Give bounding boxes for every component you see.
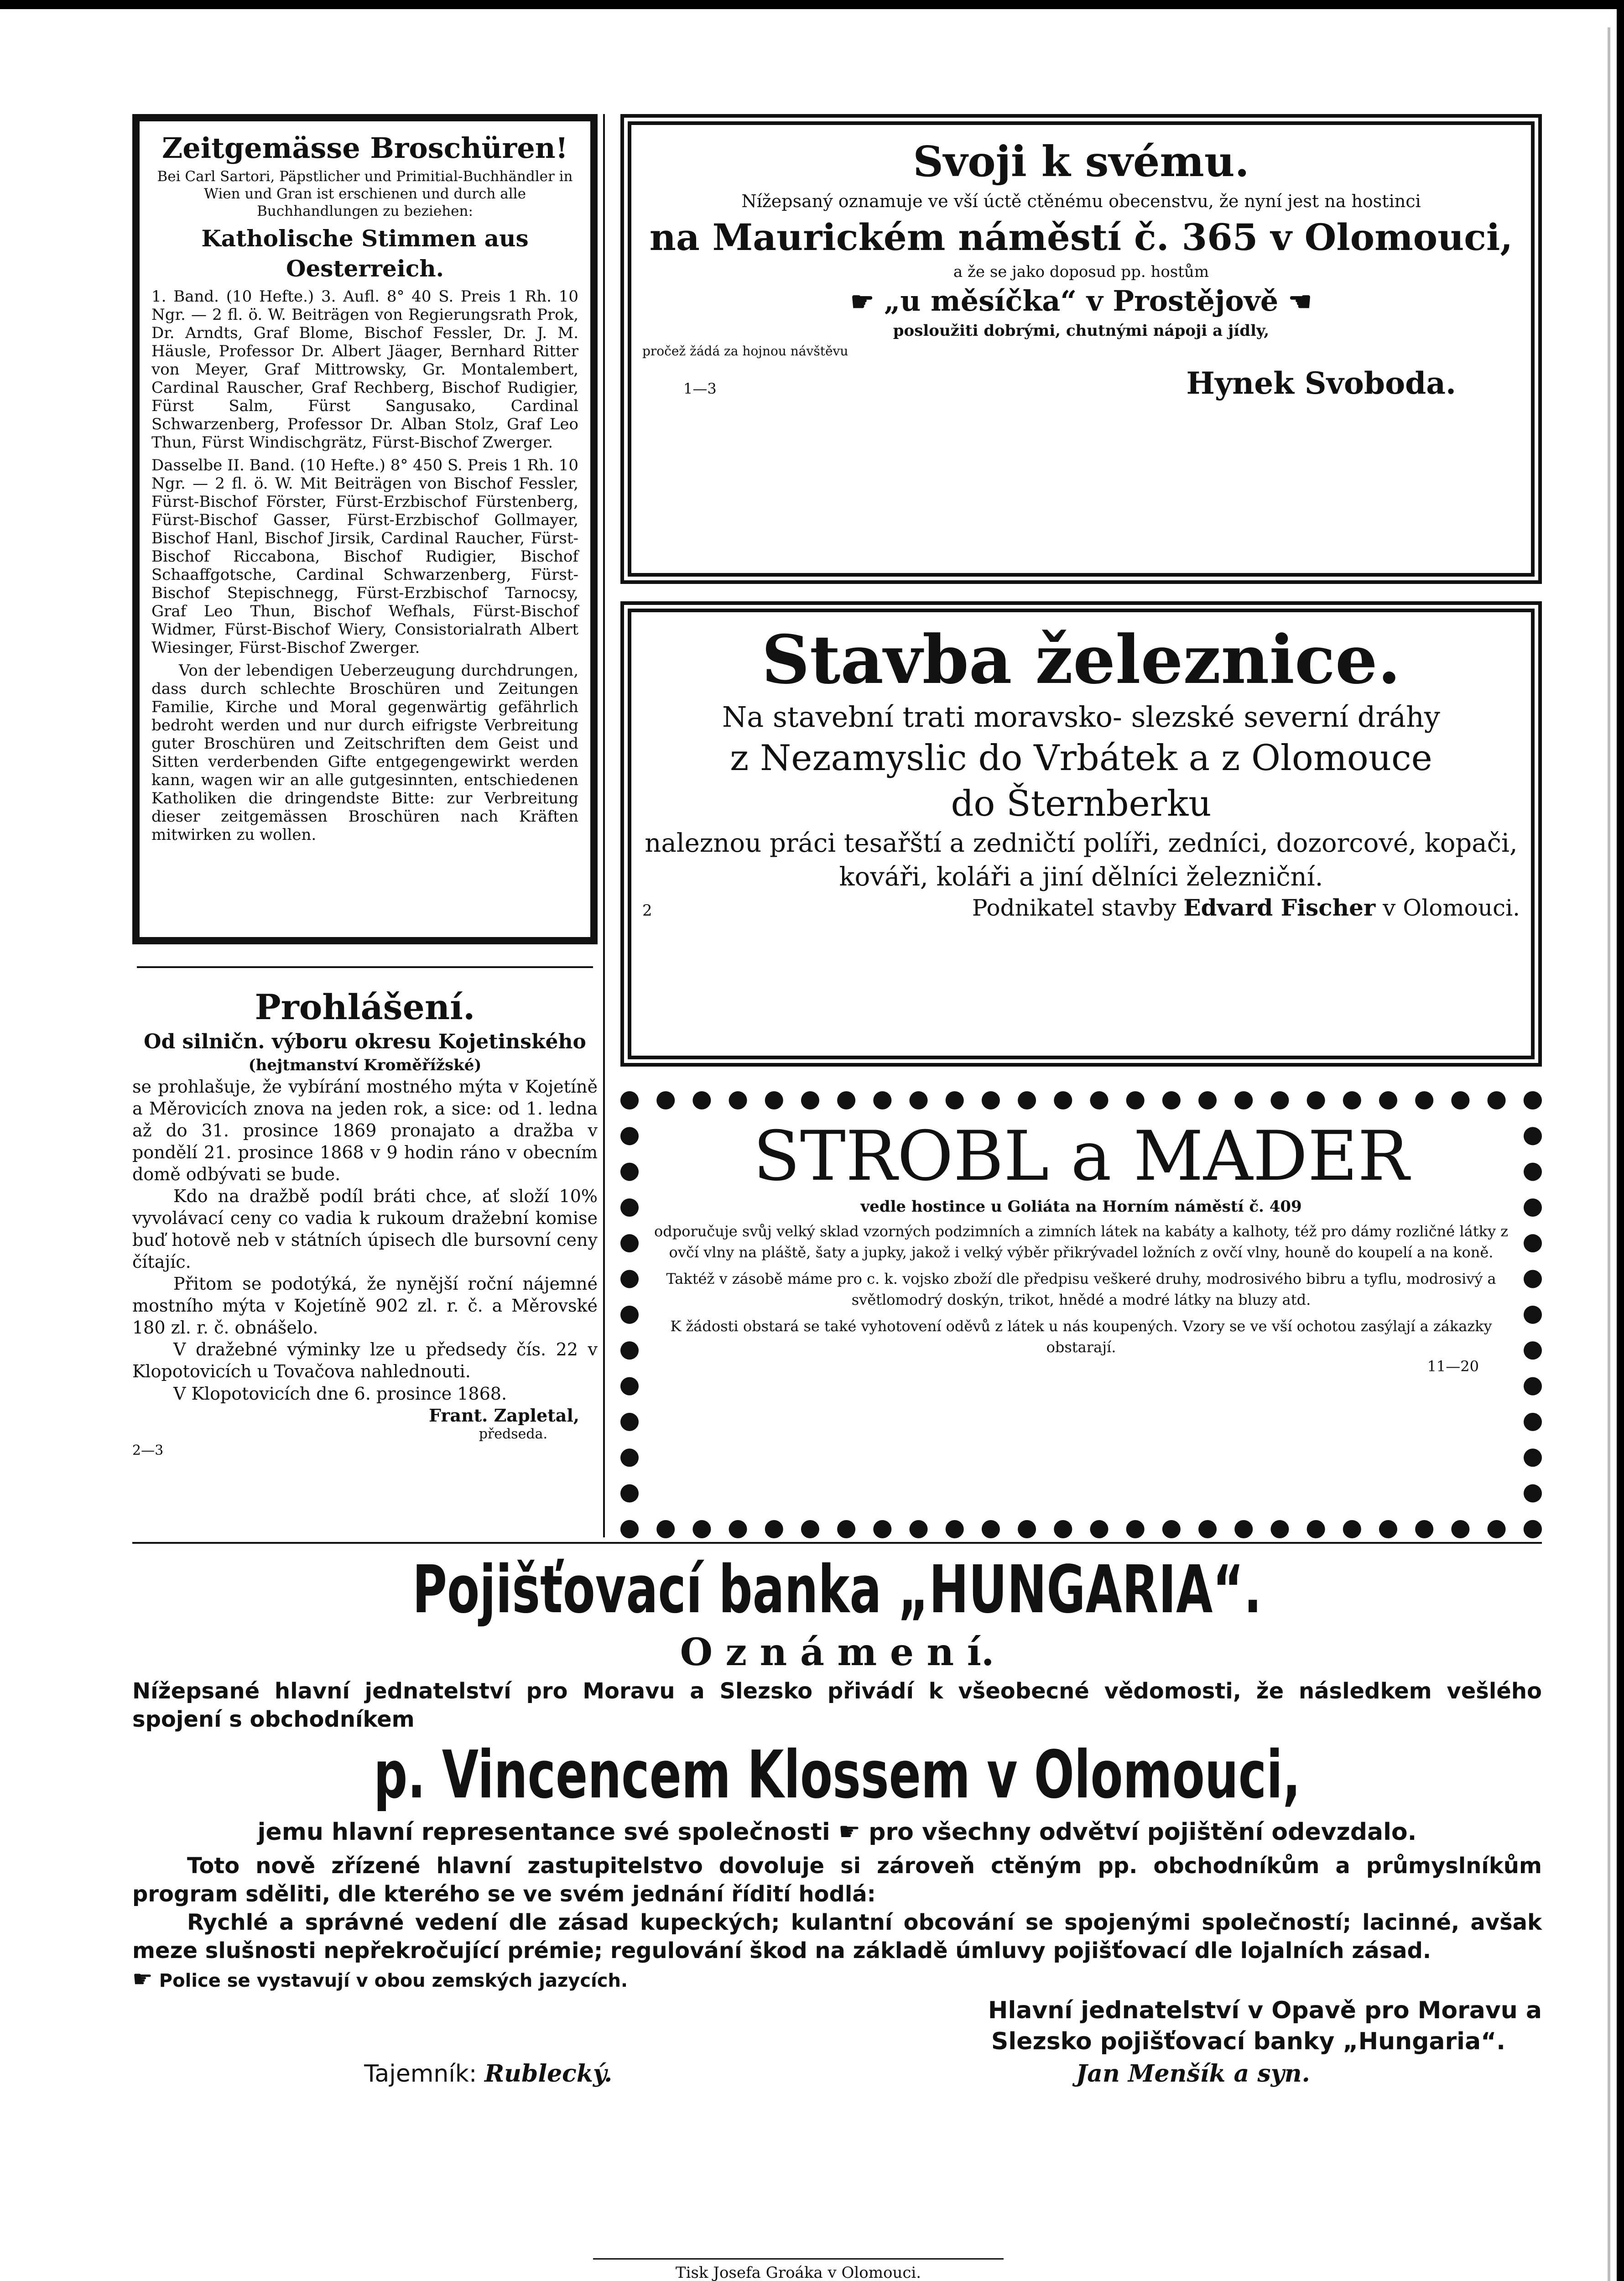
strobl-sub: vedle hostince u Goliáta na Horním náměstí č. 409 xyxy=(860,1198,1302,1216)
prohlaseni-title: Prohlášení. xyxy=(255,987,475,1027)
hungaria-sec-name: Rublecký. xyxy=(484,2060,613,2088)
broschuren-band1: 1. Band. (10 Hefte.) 3. Aufl. 8° 40 S. Preis 1 Rh. 10 Ngr. — 2 fl. ö. W. Beiträgen von Regierungsrath Prok, Dr. Arndts, Graf Blome, Bischof Fessler, Dr. J. M. Häusle, Professor Dr. Albert Jäager, Bernhard Ritter von Meyer, Graf Mittrowsky, Gr. Montalembert, Cardinal Rauscher, Graf Rechberg, Bischof Rudigier, Fürst Salm, Fürst Sangusako, Cardinal Schwarzenberg, Professor Dr. Alban Stolz, Graf Leo Thun, Fürst Windischgrätz, Fürst-Bischof Zwerger. xyxy=(151,287,578,452)
svoji-num: 1—3 xyxy=(683,380,717,397)
broschuren-ad xyxy=(132,114,598,944)
hand-pointer-icon: ☛ xyxy=(850,286,874,317)
hungaria-p2a: jemu hlavní representance své společnosti xyxy=(257,1818,830,1846)
scan-right-bar xyxy=(1617,0,1624,2281)
hungaria-firm: Jan Menšík a syn. xyxy=(1076,2060,1310,2088)
hungaria-p2b: pro všechny odvětví pojištění odevzdalo. xyxy=(869,1818,1417,1846)
column-divider xyxy=(603,114,605,1537)
hungaria-p4: Rychlé a správné vedení dle zásad kupeckých; kulantní obcování se spojenými společností; lacinné, avšak meze slušnosti nepřekročující prémie; regulování škod na základě úmluvy pojišťovací dle lojalních zásad. xyxy=(132,1910,1542,1963)
strobl-p3: K žádosti obstará se také vyhotovení oděvů z látek u nás koupených. Vzory se ve vší ochotou zasýlají a zákazky obstarají. xyxy=(670,1318,1492,1356)
stavba-title: Stavba železnice. xyxy=(761,621,1401,699)
hungaria-title-text: Pojišťovací banka „HUNGARIA“. xyxy=(412,1551,1262,1628)
hungaria-name xyxy=(132,1734,1542,1816)
hungaria-p2 xyxy=(132,1816,1542,1848)
strobl-title: STROBL a MADER xyxy=(753,1117,1409,1196)
hungaria-sig2: Slezsko pojišťovací banky „Hungaria“. xyxy=(991,2028,1505,2055)
strobl-p1: odporučuje svůj velký sklad vzorných podzimních a zimních látek na kabáty a kalhoty, též pro dámy rozličné látky z ovčí vlny na pláště, šaty a jupky, jakož i velký výběr přikrývadel ložních z ovčí vlny, houně do koupelí a na koně. xyxy=(654,1223,1509,1261)
hungaria-sec-label: Tajemník: xyxy=(364,2060,477,2088)
left-rule-1 xyxy=(137,966,593,968)
prohlaseni-from2: (hejtmanství Kroměřížské) xyxy=(248,1056,482,1074)
hungaria-top-rule xyxy=(132,1542,1542,1544)
hungaria-p3: Toto nově zřízené hlavní zastupitelstvo dovoluje si zároveň ctěným pp. obchodníkům a průmyslníkům program sděliti, dle kterého se ve svém jednání řídití hodlá: xyxy=(132,1853,1542,1907)
prohlaseni-body4: V dražebné výminky lze u předsedy čís. 22 v Klopotovicích u Tovačova nahlednouti. xyxy=(132,1339,598,1381)
broschuren-subtitle: Katholische Stimmen aus Oesterreich. xyxy=(201,225,529,282)
stavba-line2: z Nezamyslic do Vrbátek a z Olomouce xyxy=(730,738,1432,779)
hungaria-sig1: Hlavní jednatelství v Opavě pro Moravu a xyxy=(988,1997,1542,2024)
stavba-num: 2 xyxy=(642,901,652,920)
hungaria-p5 xyxy=(132,1965,1542,1995)
stavba-ad xyxy=(620,601,1542,1067)
imprint: Tisk Josefa Groáka v Olomouci. xyxy=(675,2264,921,2281)
hand-pointer-icon-3: ☛ xyxy=(132,1966,153,1992)
prohlaseni-date: V Klopotovicích dne 6. prosince 1868. xyxy=(173,1384,507,1404)
hungaria-name-text: p. Vincencem Klossem v Olomouci, xyxy=(373,1736,1301,1813)
hand-pointer-left-icon: ☚ xyxy=(1288,286,1312,317)
scan-top-bar xyxy=(0,0,1624,9)
prohlaseni-body1: se prohlašuje, že vybírání mostného mýta v Kojetíně a Měrovicích znova na jeden rok, a sice: od 1. ledna až do 31. prosince 1869 pronajato a dražba v pondělí 21. prosince 1868 v 9 hodin ráno v obecním domě odbývati se bude. xyxy=(132,1077,598,1184)
svoji-ad xyxy=(620,114,1542,584)
prohlaseni-from: Od silničn. výboru okresu Kojetinského xyxy=(144,1030,586,1053)
broschuren-band2: Dasselbe II. Band. (10 Hefte.) 8° 450 S. Preis 1 Rh. 10 Ngr. — 2 fl. ö. W. Mit Beiträgen von Bischof Fessler, Fürst-Bischof Förster, Fürst-Erzbischof Fürstenberg, Fürst-Bischof Gasser, Fürst-Erzbischof Gollmayer, Bischof Hanl, Bischof Jirsik, Cardinal Raucher, Fürst-Bischof Riccabona, Bischof Rudigier, Bischof Schaaffgotsche, Cardinal Schwarzenberg, Fürst-Bischof Stepischnegg, Fürst-Erzbischof Tarnocsy, Graf Leo Thun, Bischof Wefhals, Fürst-Bischof Widmer, Fürst-Bischof Wiery, Consistorialrath Albert Wiesinger, Fürst-Bischof Zwerger. xyxy=(151,456,578,657)
hungaria-ad xyxy=(132,1551,1542,2263)
prohlaseni-body3: Přitom se podotýká, že nynější roční nájemné mostního mýta v Kojetíně 902 zl. r. č. a Měrovské 180 zl. r. č. obnášelo. xyxy=(132,1274,598,1338)
broschuren-appeal: Von der lebendigen Ueberzeugung durchdrungen, dass durch schlechte Broschüren und Zeitungen Familie, Kirche und Moral gegenwärtig gefährlich bedroht werden und nur durch eifrigste Verbreitung guter Broschüren und Zeitschriften dem Geist und Sitten verderbenden Gifte entgegengewirkt werden kann, wagen wir an alle gutgesinnten, entschiedenen Katholiken die dringendste Bitte: zur Verbreitung dieser zeitgemässen Broschüren nach Kräften mitwirken zu wollen. xyxy=(151,661,578,844)
svoji-line2: a že se jako doposud pp. hostům xyxy=(953,263,1209,281)
stavba-line1: Na stavební trati moravsko- slezské severní dráhy xyxy=(722,700,1440,734)
svoji-place: na Maurickém náměstí č. 365 v Olomouci, xyxy=(649,216,1513,259)
svoji-title: Svoji k svému. xyxy=(913,137,1249,186)
broschuren-intro: Bei Carl Sartori, Päpstlicher und Primitial-Buchhändler in Wien und Gran ist erschienen und durch alle Buchhandlungen zu beziehen: xyxy=(157,168,573,219)
svoji-signer: Hynek Svoboda. xyxy=(1186,365,1456,401)
hungaria-title xyxy=(132,1551,1542,1628)
stavba-sign xyxy=(972,894,1520,921)
prohlaseni-signer: Frant. Zapletal, xyxy=(429,1405,579,1426)
stavba-line3: do Šternberku xyxy=(951,783,1212,824)
prohlaseni-notice xyxy=(132,985,598,1533)
hungaria-secretary xyxy=(364,2060,612,2088)
stavba-signer-pre: Podnikatel stavby xyxy=(972,895,1176,921)
stavba-signer-post: v Olomouci. xyxy=(1383,895,1520,921)
svoji-line3: posloužiti dobrými, chutnými nápoji a jídly, xyxy=(893,322,1270,340)
svoji-inn xyxy=(642,283,1520,320)
svoji-inn-text: „u měsíčka“ v Prostějově xyxy=(884,284,1279,318)
hand-pointer-icon-2: ☛ xyxy=(838,1817,861,1846)
strobl-num: 11—20 xyxy=(1427,1358,1479,1375)
svoji-line4: pročež žádá za hojnou návštěvu xyxy=(642,344,848,359)
scan-edge xyxy=(1608,27,1610,2281)
stavba-signer: Edvard Fischer xyxy=(1183,894,1376,921)
strobl-ad xyxy=(620,1091,1542,1538)
strobl-p2: Taktéž v zásobě máme pro c. k. vojsko zboží dle předpisu veškeré druhy, modrosivého bibru a tyflu, modrosivý a světlomodrý doskýn, trikot, hnědé a modré látky na bluzy atd. xyxy=(666,1270,1496,1308)
prohlaseni-body2: Kdo na dražbě podíl bráti chce, ať složí 10% vyvolávací ceny co vadia k rukoum dražební komise buď hotově neb v státních úpisech dle bursovní ceny čítajíc. xyxy=(132,1186,598,1272)
svoji-line1: Nížepsaný oznamuje ve vší úctě ctěnému obecenstvu, že nyní jest na hostinci xyxy=(741,191,1421,211)
hungaria-p5-text: Police se vystavují v obou zemských jazycích. xyxy=(159,1970,628,1991)
imprint-rule xyxy=(593,2258,1004,2260)
prohlaseni-role: předseda. xyxy=(479,1426,547,1442)
broschuren-title: Zeitgemässe Broschüren! xyxy=(162,131,568,165)
hungaria-p1: Nížepsané hlavní jednatelství pro Moravu a Slezsko přivádí k všeobecné vědomosti, že následkem vešlého spojení s obchodníkem xyxy=(132,1678,1542,1732)
stavba-line4: naleznou práci tesařští a zedničtí políři, zedníci, dozorcové, kopači, kováři, koláři a jiní dělníci železniční. xyxy=(645,828,1518,892)
prohlaseni-num: 2—3 xyxy=(132,1443,164,1458)
hungaria-oznameni: O z n á m e n í. xyxy=(680,1630,994,1674)
